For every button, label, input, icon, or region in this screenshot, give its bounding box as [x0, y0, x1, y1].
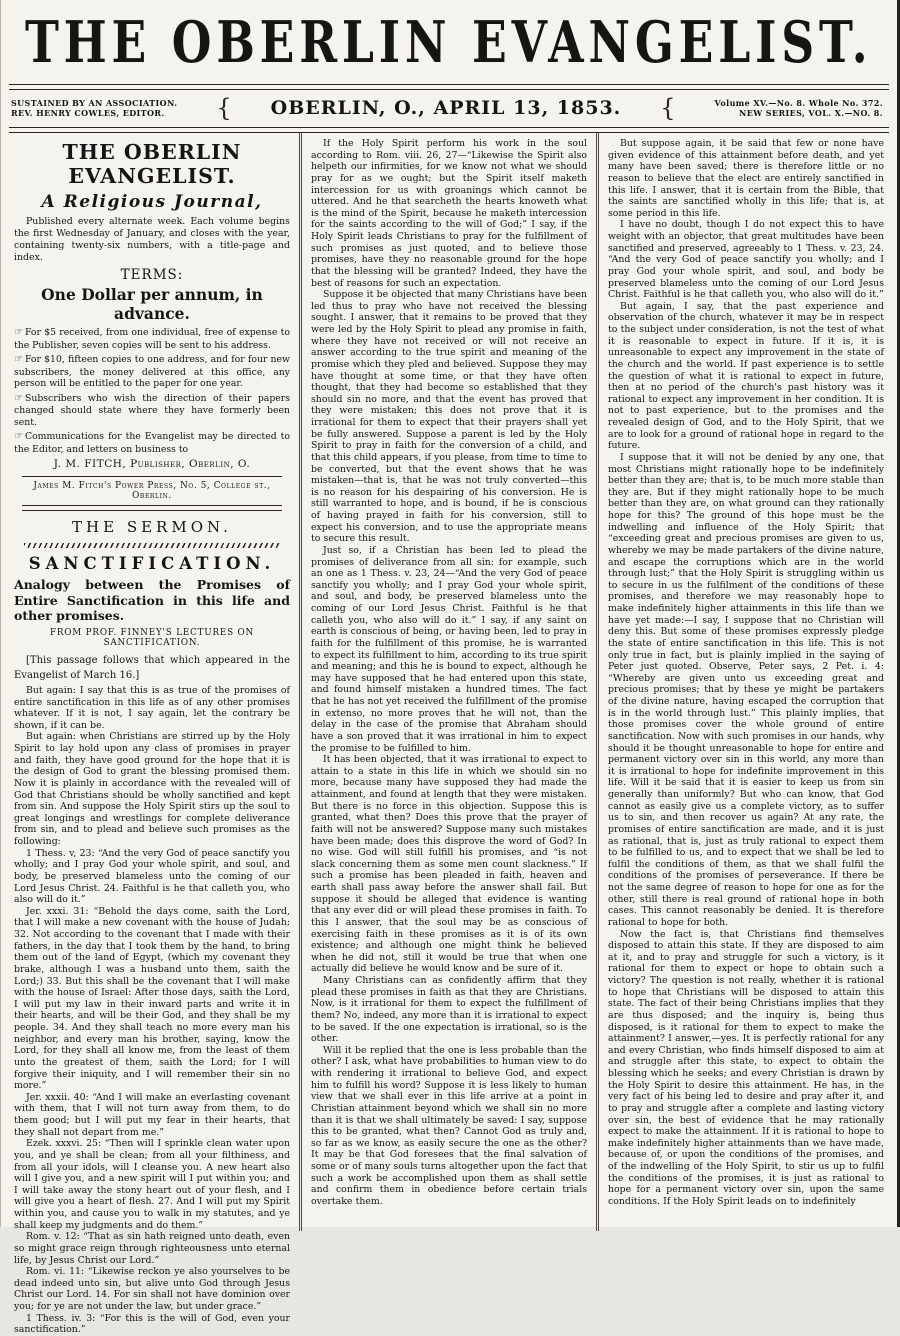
terms-heading: TERMS: [120, 267, 184, 284]
subscription-notice [14, 393, 290, 428]
notice-text: For $5 received, from one individual, free of expense to the Publisher, seven copies will be sent to his address. [14, 327, 290, 351]
body-paragraph: Many Christians can as confidently affirm that they plead these promises in faith as that they are Christians. Now, is it irrational for them to expect the fulfillment of them? No, indeed, any more than it is irrational to expect to be saved. If the one expectation is irrational, so is the other. [311, 975, 587, 1045]
divider-rule [22, 505, 282, 511]
body-paragraph: If the Holy Spirit perform his work in the soul according to Rom. viii. 26, 27—“Likewise the Spirit also helpeth our infirmities, for we know not what we should pray for as we ought; but the Spirit itself maketh intercession for us with groanings which cannot be uttered. And he that searcheth the hearts knoweth what is the mind of the Spirit, because he maketh intercession for the saints according to the will of God;” I say, if the Holy Spirit leads Christians to pray for the fulfillment of such promises as just quoted, and to believe those promises, have they no reasonable ground for the hope that the blessing will be granted? Indeed, they have the best of reasons for such an expectation. [311, 138, 587, 289]
new-series-text: NEW SERIES, VOL. X.—NO. 8. [738, 108, 883, 118]
sermon-source-line: FROM PROF. FINNEY'S LECTURES ON SANCTIFICATION. [49, 627, 255, 648]
column-2-body [311, 138, 587, 1208]
dateline-place-date: OBERLIN, O., APRIL 13, 1853. [270, 97, 622, 119]
subscription-notice [14, 327, 290, 351]
body-paragraph: Now the fact is, that Christians find themselves disposed to attain this state. If they are disposed to aim at it, and to pray and struggle for such a victory, is it rational for them to expect or hope to obtain such a victory? The question is not really, whether it is rational to hope that Christians will be disposed to attain this state. The fact of their being Christians implies that they are thus disposed; and the inquiry is, being thus disposed, is it rational for them to expect to make the attainment? I answer,—yes. It is perfectly rational for any and every Christian, who finds himself disposed to aim at and struggle after this state, to expect to obtain the blessing which he seeks; and every Christian is drawn by the Holy Spirit to desire this attainment. He has, in the very fact of his being led to desire and pray after it, and to pray and struggle after a complete and lasting victory over sin, the best of evidence that he may rationally expect to make the attainment. If it is rational to hope to make indefinitely higher attainments than we have made, because of, or upon the conditions of the promises, and of the indwelling of the Holy Spirit, to stir us up to fulfil the conditions of the promises, it is just as rational to hope for a permanent victory over sin, upon the same conditions. If the Holy Spirit leads on to indefinitely [608, 928, 884, 1207]
body-paragraph: Rom. v. 12: “That as sin hath reigned unto death, even so might grace reign through righteousness unto eternal life, by Jesus Christ our Lord.” [14, 1231, 290, 1266]
publisher-line: J. M. FITCH, Publisher, Oberlin, O. [53, 458, 251, 471]
body-paragraph: Jer. xxxi. 31: “Behold the days come, saith the Lord, that I will make a new covenant with the house of Judah; 32. Not according to the covenant that I made with their fathers, in the day that I took them by the hand, to bring them out of the land of Egypt, (which my covenant they brake, although I was a husband unto them, saith the Lord;) 33. But this shall be the covenant that I will make with the house of Israel: After those days, saith the Lord, I will put my law in their inward parts and write it in their hearts, and will be their God, and they shall be my people. 34. And they shall teach no more every man his neighbor, and every man his brother, saying, know the Lord, for they shall all know me, from the least of them unto the greatest of them, saith the Lord; for I will forgive their iniquity, and I will remember their sin no more.” [14, 905, 290, 1092]
wavy-rule [24, 543, 280, 548]
column-3-body [608, 138, 884, 1208]
sermon-subtitle: Analogy between the Promises of Entire Sanctification in this life and other promises. [14, 577, 290, 624]
pointing-hand-icon: ☞ [14, 354, 23, 366]
editorial-note: [This passage follows that which appeared in the Evangelist of March 16.] [14, 654, 290, 681]
body-paragraph: Suppose it be objected that many Christians have been led thus to pray who have not received the blessing sought. I answer, that it remains to be proved that they were led by the Holy Spirit to plead any promise in faith, where they have not received or will not receive an answer according to the true spirit and meaning of the promise which they pled and believed. Suppose they may have thought at some time, or that they have often thought, that they had become so established that they should sin no more, and that the event has proved that they were mistaken; this does not prove that it is irrational for them to expect that their prayers shall yet be fully answered. Suppose a parent is led by the Holy Spirit to pray in faith for the conversion of a child, and that this child appears, if you please, from time to time to be converted, but that the event shows that he was mistaken—that is, that he was not truly converted—this is no reason for his despairing of his conversion. He is still warranted to hope, and is bound, if he is conscious of having prayed in faith for his conversion, still to expect his conversion, and to use the appropriate means to secure this result. [311, 289, 587, 545]
notice-text: Subscribers who wish the direction of their papers changed should state where they have formerly been sent. [14, 392, 290, 428]
divider-rule [22, 476, 282, 477]
pointing-hand-icon: ☞ [14, 327, 23, 339]
publication-info: Published every alternate week. Each volume begins the first Wednesday of January, and closes with the year, containing twenty-six numbers, with a title-page and index. [14, 216, 290, 263]
body-paragraph: But again: I say that this is as true of the promises of entire sanctification in this life as of any other promises whatever. If it is not, I say again, let the contrary be shown, if it can be. [14, 684, 290, 731]
masthead [1, 0, 897, 84]
notice-text: Communications for the Evangelist may be directed to the Editor, and letters on business to [14, 431, 290, 455]
column-2 [299, 133, 596, 1231]
body-paragraph: I have no doubt, though I do not expect this to have weight with an objector, that great multitudes have been sanctified and preserved, agreeably to 1 Thess. v. 23, 24. “And the very God of peace sanctify you wholly; and I pray God your whole spirit, and soul, and body be preserved blameless unto the coming of our Lord Jesus Christ. Faithful is he that calleth you, who also will do it.” [608, 219, 884, 301]
pointing-hand-icon: ☞ [14, 431, 23, 443]
column-1 [5, 133, 299, 1336]
body-paragraph: But again: when Christians are stirred up by the Holy Spirit to lay hold upon any class of promises in prayer and faith, they have good ground for the hope that it is the design of God to grant the blessing promised them. Now it is plainly in accordance with the revealed will of God that Christians should be wholly sanctified and kept from sin. And suppose the Holy Spirit stirs up the soul to great longings and wrestlings for complete deliverance from sin, and to plead and believe such promises as the following: [14, 731, 290, 848]
right-brace-divider: { [660, 94, 676, 122]
subscription-notice [14, 431, 290, 455]
press-imprint: James M. Fitch's Power Press, No. 5, College st., Oberlin. [33, 481, 271, 502]
body-paragraph: It has been objected, that it was irrational to expect to attain to a state in this life in which we should sin no more, because many have supposed they had made the attainment, and found at length that they were mistaken. But there is no force in this objection. Suppose this is granted, what then? Does this prove that the prayer of faith will not be answered? Suppose many such mistakes have been made; does this disprove the word of God? In no wise. God will still fulfill his promises, and “is not slack concerning them as some men count slackness.” If such a promise has been pleaded in faith, heaven and earth shall pass away before the answer shall fail. But suppose it should be alleged that evidence is wanting that any ever did or will plead these promises in faith. To this I answer, that the soul may be as conscious of exercising faith in these promises as it is of its own existence; and although one might think he believed when he did not, still it would be true that when one actually did believe he would know and be sure of it. [311, 754, 587, 975]
body-paragraph: 1 Thess. v, 23: “And the very God of peace sanctify you wholly; and I pray God your whole spirit, and soul, and body, be preserved blameless unto the coming of our Lord Jesus Christ. 24. Faithful is he that calleth you, who also will do it.” [14, 847, 290, 906]
body-paragraph: Ezek. xxxvi. 25: “Then will I sprinkle clean water upon you, and ye shall be clean; from all your filthiness, and from all your idols, will I cleanse you. A new heart also will I give you, and a new spirit will I put within you; and I will take away the stony heart out of your flesh, and I will give you a heart of flesh. 27. And I will put my Spirit within you, and cause you to walk in my statutes, and ye shall keep my judgments and do them.” [14, 1138, 290, 1231]
column-3 [596, 133, 893, 1231]
body-paragraph: Jer. xxxii. 40: “And I will make an everlasting covenant with them, that I will not turn away from them, to do them good; but I will put my fear in their hearts, that they shall not depart from me.” [14, 1091, 290, 1138]
journal-subtitle: A Religious Journal, [41, 192, 263, 212]
body-paragraph: I suppose that it will not be denied by any one, that most Christians might rationally hope to be indefinitely better than they are; that is, to be much more stable than they are. But if they might rationally hope to be much better than they are, on what ground can they rationally hope for this? The ground of this hope must be the indwelling and influence of the Holy Spirit; that “exceeding great and precious promises are given to us, whereby we may be made partakers of the divine nature, and escape the corruptions which are in the world through lust;” that the Holy Spirit is struggling within us to secure in us the fulfilment of the conditions of these promises, and therefore we may reasonably hope to make indefinitely higher attainments in this life than we have yet made:—I say, I suppose that no Christian will deny this. But some of these promises expressly pledge the state of entire sanctification in this life. This is not only true in fact, but is plainly implied in the saying of Peter just quoted. Observe, Peter says, 2 Pet. i. 4: “Whereby are given unto us exceeding great and precious promises; that by these ye might be partakers of the divine nature, having escaped the corruption that is in the world through lust.” This plainly implies, that those promises cover the whole ground of entire sanctification. Now with such promises in our hands, why should it be thought unreasonable to hope for entire and permanent victory over sin in this world, any more than it is irrational to hope for indefinite improvement in this life. Will it be said that it is easier to keep us from sin generally than uniformly? But who can know, that God cannot as easily give us a complete victory, as to suffer us to sin, and then recover us again? At any rate, the promises of entire sanctification are made, and it is just as rational, that is, just as truly rational to expect them to be fulfilled to us, and to expect that we shall be led to fulfil the conditions of them, as that we shall fulfil the conditions of the promises of perseverance. If there be not the same degree of reason to hope for one as for the other, still there is real ground of rational hope in both cases. This cannot reasonably be denied. It is therefore rational to hope for both. [608, 451, 884, 928]
sustained-by-line [11, 98, 177, 119]
volume-lines [715, 98, 883, 119]
body-paragraph: Just so, if a Christian has been led to plead the promises of deliverance from all sin: for example, such an one as 1 Thess. v. 23, 24—“And the very God of peace sanctify you wholly; and I pray God your whole spirit, and soul, and body, be preserved blameless unto the coming of our Lord Jesus Christ. Faithful is he that calleth you, who also will do it.” I say, if any saint on earth is conscious of being, or having been, led to pray in faith for the fulfillment of this promise, he is warranted to expect its fulfillment to him, according to its true spirit and meaning; and this he is bound to expect, although he may have supposed that he had entered upon this state, and found himself mistaken a hundred times. The fact that he has not yet received the fulfillment of the promise in extenso, no more proves that he will not, than the delay in the case of the promise that Abraham should have a son proved that it was irrational in him to expect the promise to be fulfilled to him. [311, 544, 587, 754]
volume-number-text: Volume XV.—No. 8. Whole No. 372. [714, 97, 883, 108]
body-paragraph: But suppose again, it be said that few or none have given evidence of this attainment before death, and yet many have been saved; there is therefore little or no reason to believe that the elect are entirely sanctified in this life. I answer, that it is certain from the Bible, that the saints are sanctified wholly in this life; that is, at some period in this life. [608, 138, 884, 219]
masthead-title: THE OBERLIN EVANGELIST. [25, 8, 873, 76]
left-brace-divider: { [216, 94, 232, 122]
section-heading-the-sermon: THE SERMON. [72, 518, 232, 537]
body-paragraph: Will it be replied that the one is less probable than the other? I ask, what have probabilities to human view to do with rendering it irrational to believe God, and expect him to fulfill his word? Suppose it is less likely to human view that we shall ever in this life arrive at a point in Christian attainment beyond which we shall sin no more than it is that we shall ultimately be saved: I say, suppose this to be granted, what then? Cannot God as truly and, so far as we know, as easily secure the one as the other? It may be that God foresees that the final salvation of some or of many souls turns altogether upon the fact that such a work be accomplished upon them as shall settle and confirm them in obedience before certain trials overtake them. [311, 1044, 587, 1207]
pointing-hand-icon: ☞ [14, 392, 23, 404]
column-1-body [14, 685, 290, 1336]
terms-price: One Dollar per annum, in advance. [41, 285, 263, 324]
article-columns [5, 133, 893, 1336]
body-paragraph: But again, I say, that the past experience and observation of the church, whatever it may be in respect to the subject under consideration, is not the test of what it is reasonable to expect in future. If it is, it is unreasonable to expect any improvement in the state of the church and the world. If past experience is to settle the question of what it is rational to expect in future, then at no period of the church's past history was it rational to expect any improvement in her condition. It is not to past experience, but to the promises and the revealed design of God, and to the Holy Spirit, that we are to look for a ground of rational hope in regard to the future. [608, 300, 884, 452]
sustained-by-text: SUSTAINED BY AN ASSOCIATION. [11, 97, 178, 108]
paper-title: THE OBERLIN EVANGELIST. [62, 140, 242, 188]
editor-text: REV. HENRY COWLES, EDITOR. [11, 108, 165, 118]
body-paragraph: Rom. vi. 11: “Likewise reckon ye also yourselves to be dead indeed unto sin, but alive unto God through Jesus Christ our Lord. 14. For sin shall not have dominion over you; for ye are not under the law, but under grace.” [14, 1266, 290, 1313]
body-paragraph: 1 Thess. iv. 3: “For this is the will of God, even your sanctification.” [14, 1312, 290, 1336]
subscription-notice [14, 354, 290, 389]
subscription-notices [14, 327, 290, 455]
dateline [1, 90, 897, 127]
notice-text: For $10, fifteen copies to one address, and for four new subscribers, the money delivered at this office, any person will be entitled to the paper for one year. [14, 354, 290, 390]
sermon-title: SANCTIFICATION. [28, 554, 276, 574]
